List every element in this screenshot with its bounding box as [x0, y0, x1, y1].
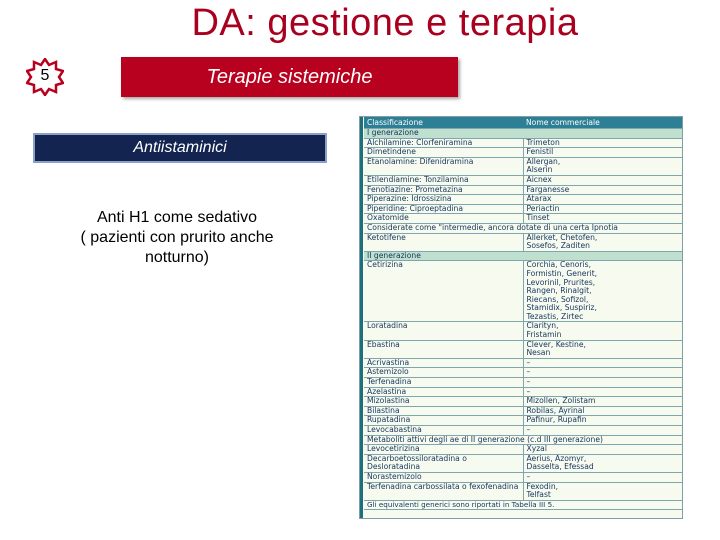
table-row — [364, 416, 682, 426]
table-row — [364, 472, 682, 482]
table-row — [364, 340, 682, 358]
brand-name-cell — [523, 397, 682, 407]
drug-class-cell: Decarboetossiloratadina o Desloratadina — [364, 454, 523, 472]
brand-name-cell — [523, 195, 682, 205]
slide-number: 5 — [40, 67, 50, 84]
table-row — [364, 378, 682, 388]
brand-name-cell — [523, 157, 682, 175]
brand-name-cell — [523, 472, 682, 482]
brand-line: Clarityn, — [526, 321, 559, 331]
brand-name-cell — [523, 214, 682, 224]
brand-line: Xyzal — [526, 444, 547, 454]
drug-class-cell: Terfenadina carbossilata o fexofenadina — [364, 482, 523, 500]
drug-class-cell: Piperazine: Idrossizina — [364, 195, 523, 205]
table-row — [364, 185, 682, 195]
brand-line: Nesan — [526, 348, 551, 358]
brand-line: Robilas, Ayrinal — [526, 406, 585, 415]
table-row — [364, 397, 682, 407]
brand-line: – — [526, 377, 531, 387]
table-row — [364, 445, 682, 455]
table-footnote: Gli equivalenti generici sono riportati in Tabella III 5. — [364, 500, 682, 510]
drug-class-cell: Azelastina — [364, 387, 523, 397]
table-header-row — [364, 117, 682, 129]
table-row — [364, 482, 682, 500]
drug-class-cell: Ketotifene — [364, 233, 523, 251]
section-label: I generazione — [364, 129, 682, 139]
table-row — [364, 322, 682, 340]
brand-line: Telfast — [526, 490, 551, 500]
body-line: notturno) — [144, 249, 210, 266]
table-row — [364, 157, 682, 175]
brand-line: – — [526, 387, 531, 396]
brand-name-cell — [523, 322, 682, 340]
table-row — [364, 138, 682, 148]
brand-line: Trimeton — [526, 138, 560, 147]
drug-class-cell: Astemizolo — [364, 368, 523, 378]
body-line: ( pazienti con prurito anche — [80, 229, 274, 246]
brand-line: Sosefos, Zaditen — [526, 241, 590, 251]
brand-line: Aicnex — [526, 175, 552, 184]
table-span-cell: Considerate come "intermedie, ancora dotate di una certa Ipnotia — [364, 223, 682, 233]
drug-class-cell: Alchilamine: Clorfeniramina — [364, 138, 523, 148]
brand-line: Pafinur, Rupafin — [526, 415, 587, 425]
slide-number-badge — [26, 58, 64, 96]
brand-line: – — [526, 472, 531, 481]
title-region — [0, 0, 720, 50]
antihistamine-table — [364, 117, 682, 510]
brand-line: Dasselta, Efessad — [526, 462, 594, 472]
brand-line: Fenistil — [526, 147, 554, 157]
table-side-bar — [360, 117, 363, 519]
subsection-banner: Antiistaminici — [33, 133, 327, 163]
slide-title: DA: gestione e terapia — [191, 2, 579, 44]
brand-name-cell — [523, 358, 682, 368]
drug-class-cell: Bilastina — [364, 406, 523, 416]
column-header: Classificazione — [364, 117, 523, 129]
brand-line: Allergan, — [526, 157, 561, 166]
table-row — [364, 233, 682, 251]
section-banner: Terapie sistemiche — [121, 57, 458, 97]
drug-class-cell: Levocetirizina — [364, 445, 523, 455]
brand-line: Farganesse — [526, 185, 570, 194]
table-row — [364, 148, 682, 158]
brand-line: Atarax — [526, 194, 552, 204]
brand-line: Stamidix, Suspiriz, — [526, 303, 597, 313]
brand-line: Formistin, Generit, — [526, 268, 598, 278]
brand-line: Mizollen, Zolistam — [526, 396, 596, 406]
drug-class-cell: Norastemizolo — [364, 472, 523, 482]
drug-class-cell: Rupatadina — [364, 416, 523, 426]
drug-class-cell: Piperidine: Ciproeptadina — [364, 204, 523, 214]
brand-line: Corchia, Cenoris, — [526, 260, 592, 270]
brand-name-cell — [523, 406, 682, 416]
section-label: II generazione — [364, 251, 682, 261]
table-row — [364, 214, 682, 224]
body-text — [52, 208, 302, 268]
brand-name-cell — [523, 416, 682, 426]
table-row — [364, 204, 682, 214]
brand-name-cell — [523, 387, 682, 397]
table-row — [364, 251, 682, 261]
brand-line: – — [526, 367, 531, 377]
drug-class-cell: Ebastina — [364, 340, 523, 358]
brand-line: Fristamin — [526, 330, 562, 340]
drug-class-cell: Acrivastina — [364, 358, 523, 368]
table-row — [364, 368, 682, 378]
brand-line: Tinset — [526, 213, 550, 223]
brand-line: Levorinil, Prurites, — [526, 277, 596, 287]
brand-name-cell — [523, 368, 682, 378]
table-row — [364, 500, 682, 510]
brand-name-cell — [523, 204, 682, 214]
table-row — [364, 358, 682, 368]
drug-class-cell: Fenotiazine: Prometazina — [364, 185, 523, 195]
table-row — [364, 387, 682, 397]
brand-name-cell — [523, 340, 682, 358]
brand-name-cell — [523, 454, 682, 472]
brand-line: Clever, Kestine, — [526, 340, 586, 349]
table-span-cell: Metaboliti attivi degli ae di II generazione (c.d III generazione) — [364, 435, 682, 445]
drug-class-cell: Levocabastina — [364, 426, 523, 436]
brand-name-cell — [523, 482, 682, 500]
brand-name-cell — [523, 445, 682, 455]
brand-line: Periactin — [526, 204, 560, 213]
brand-name-cell — [523, 138, 682, 148]
table-row — [364, 435, 682, 445]
drug-class-cell: Cetirizina — [364, 261, 523, 322]
drug-class-cell: Etilendiamine: Tonzilamina — [364, 175, 523, 185]
brand-line: Rangen, Rinalgit, — [526, 286, 592, 296]
brand-line: Allerket, Chetofen, — [526, 233, 598, 242]
table-row — [364, 406, 682, 416]
table-row — [364, 426, 682, 436]
brand-name-cell — [523, 261, 682, 322]
brand-line: – — [526, 358, 531, 367]
brand-line: Aerius, Azomyr, — [526, 454, 587, 463]
brand-name-cell — [523, 175, 682, 185]
drug-class-cell: Etanolamine: Difenidramina — [364, 157, 523, 175]
brand-line: Fexodin, — [526, 482, 559, 491]
drug-class-cell: Oxatomide — [364, 214, 523, 224]
table-row — [364, 129, 682, 139]
table-row — [364, 223, 682, 233]
body-line: Anti H1 come sedativo — [96, 209, 258, 226]
brand-line: Tezastis, Zirtec — [526, 311, 584, 321]
drug-class-cell: Terfenadina — [364, 378, 523, 388]
column-header: Nome commerciale — [523, 117, 682, 129]
table-row — [364, 454, 682, 472]
brand-name-cell — [523, 148, 682, 158]
drug-class-cell: Dimetindene — [364, 148, 523, 158]
brand-line: – — [526, 425, 531, 434]
drug-class-cell: Loratadina — [364, 322, 523, 340]
brand-name-cell — [523, 233, 682, 251]
brand-name-cell — [523, 426, 682, 436]
drug-class-cell: Mizolastina — [364, 397, 523, 407]
brand-line: Alserin — [526, 165, 553, 175]
table-row — [364, 195, 682, 205]
brand-line: Riecans, Sofizol, — [526, 294, 589, 304]
brand-name-cell — [523, 378, 682, 388]
table-row — [364, 175, 682, 185]
table-row — [364, 261, 682, 322]
antihistamine-table-image — [359, 116, 683, 519]
brand-name-cell — [523, 185, 682, 195]
